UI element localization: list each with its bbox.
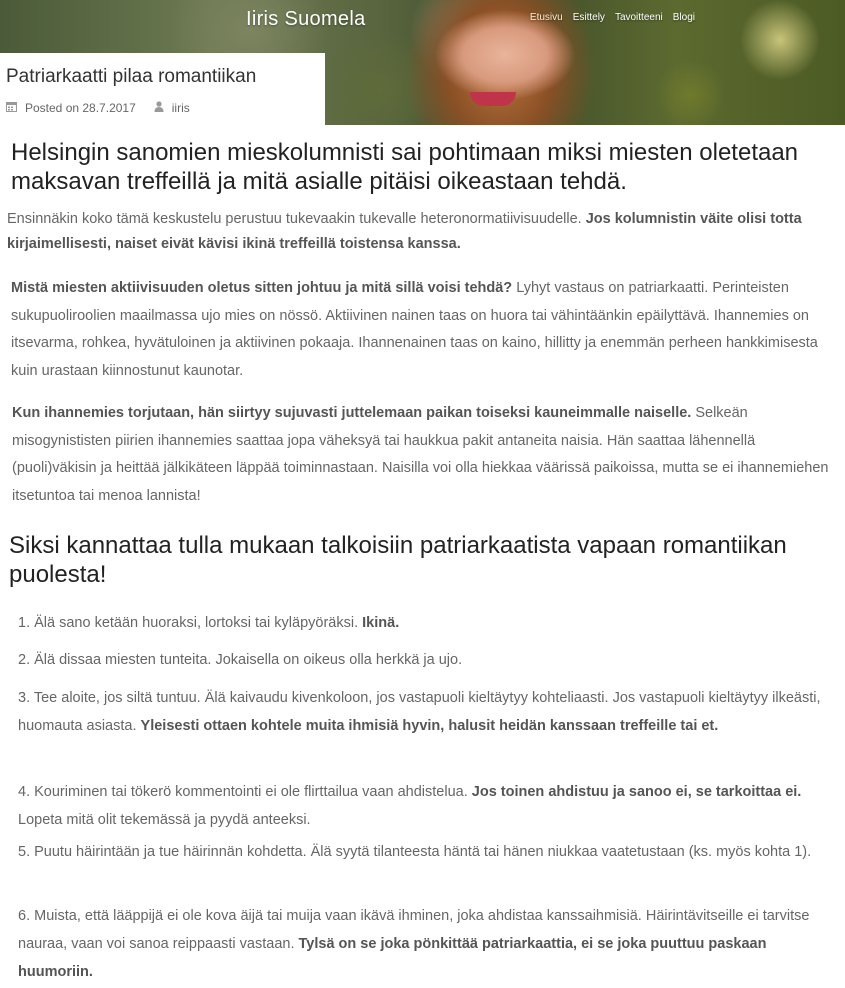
user-icon (154, 101, 164, 115)
paragraph-1-bold: Jos kolumnistin väite olisi totta kirjaimellisesti, naiset eivät kävisi ikinä treffeillä toistensa kanssa. (7, 211, 802, 252)
list-item-2-text: 2. Älä dissaa miesten tunteita. Jokaisella on oikeus olla herkkä ja ujo. (18, 652, 463, 668)
list-item-3-bold: Yleisesti ottaen kohtele muita ihmisiä hyvin, halusit heidän kanssaan treffeille tai et. (140, 717, 719, 734)
nav-item-blogi[interactable]: Blogi (672, 12, 695, 23)
nav-item-etusivu[interactable]: Etusivu (529, 12, 563, 23)
list-item-3-text: 3. Tee aloite, jos siltä tuntuu. Älä kaivaudu kivenkoloon, jos vastapuoli kieltäytyy kohteliaasti. Jos vastapuoli kieltäytyy ilkeästi, huomauta asiasta. (18, 690, 821, 734)
list-item-6-bold: Tylsä on se joka pönkittää patriarkaattia, ei se joka puuttuu paskaan huumoriin. (18, 936, 767, 980)
article-subheading: Siksi kannattaa tulla mukaan talkoisiin patriarkaatista vapaan romantiikan puolesta! (9, 532, 787, 588)
list-item-1 (18, 610, 838, 636)
calendar-icon (6, 101, 17, 115)
list-item-4 (18, 779, 838, 834)
list-item-4-bold: Jos toinen ahdistuu ja sanoo ei, se tarkoittaa ei. (471, 784, 802, 800)
list-item-6 (18, 902, 838, 986)
list-item-1-text: 1. Älä sano ketään huoraksi, lortoksi tai kyläpyöräksi. (18, 615, 363, 631)
site-title[interactable]: Iiris Suomela (246, 8, 366, 30)
list-item-3 (18, 685, 838, 740)
list-item-2 (18, 647, 838, 673)
post-meta (6, 101, 190, 115)
paragraph-1-text: Ensinnäkin koko tämä keskustelu perustuu tukevaakin tukevalle heteronormatiivisuudelle. (7, 211, 586, 227)
main-nav (530, 12, 695, 23)
list-item-4-tail: Lopeta mitä olit tekemässä ja pyydä anteeksi. (18, 811, 311, 828)
nav-item-esittely[interactable]: Esittely (572, 12, 605, 23)
paragraph-1 (7, 207, 827, 257)
paragraph-2 (11, 275, 831, 385)
header-banner (0, 0, 845, 125)
paragraph-3 (12, 400, 832, 510)
paragraph-3-bold: Kun ihannemies torjutaan, hän siirtyy sujuvasti juttelemaan paikan toiseksi kauneimmalle naiselle. (12, 405, 692, 421)
list-item-1-bold: Ikinä. (362, 615, 400, 631)
post-date[interactable]: Posted on 28.7.2017 (25, 101, 136, 115)
list-item-4-text: 4. Kouriminen tai tökerö kommentointi ei ole flirttailua vaan ahdistelua. (18, 784, 472, 800)
banner-photo-detail-2 (470, 92, 516, 106)
post-author[interactable]: iiris (171, 101, 190, 115)
post-title: Patriarkaatti pilaa romantiikan (6, 66, 257, 87)
nav-item-tavoitteeni[interactable]: Tavoitteeni (614, 12, 663, 23)
list-item-5-text: 5. Puutu häirintään ja tue häirinnän kohdetta. Älä syytä tilanteesta häntä tai hänen niukkaa vaatetustaan (ks. myös kohta 1). (18, 844, 812, 860)
paragraph-2-bold: Mistä miesten aktiivisuuden oletus sitten johtuu ja mitä sillä voisi tehdä? (11, 280, 513, 296)
list-item-6-text: 6. Muista, että lääppijä ei ole kova äijä tai muija vaan ikävä ihminen, joka ahdistaa kanssaihmisiä. Häirintävitseille ei tarvitse nauraa, vaan voi sanoa reippaasti vastaan. (18, 908, 810, 952)
paragraph-3-text: Selkeän misogynististen piirien ihannemies saattaa jopa väheksyä tai haukkua pakit antaneita naisia. Hän saattaa lähennellä (puoli)väkisin ja heittää jälkikäteen läppää toiminnastaan. Naisilla voi olla hiekkaa väärissä paikoissa, mutta se ei ihannemiehen itsetuntoa tai menoa lannista! (12, 405, 829, 504)
paragraph-2-text: Lyhyt vastaus on patriarkaatti. Perinteisten sukupuoliroolien maailmassa ujo mies on nössö. Aktiivinen nainen taas on huora tai vähintäänkin epäilyttävä. Ihannemies on itsevarma, rohkea, hyvätuloinen ja aktiivinen pokaaja. Ihannenainen taas on kaino, hillitty ja enemmän perheen hankkimisesta kuin urastaan kiinnostunut kaunotar. (11, 280, 818, 379)
post-header (0, 53, 325, 125)
article-lead-heading: Helsingin sanomien mieskolumnisti sai pohtimaan miksi miesten oletetaan maksavan treffeillä ja mitä asialle pitäisi oikeastaan tehdä. (11, 139, 799, 195)
list-item-5 (18, 839, 838, 867)
